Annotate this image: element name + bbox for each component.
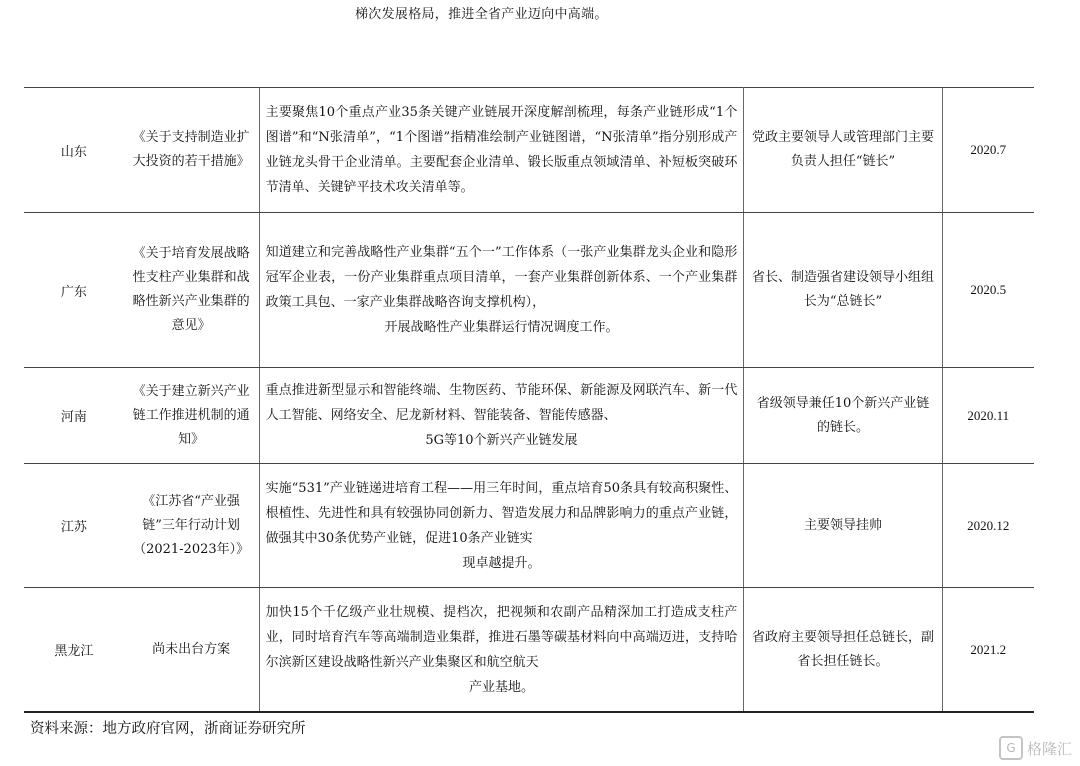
province-cell: 江苏: [24, 464, 124, 588]
date-cell: 2020.5: [942, 213, 1034, 368]
table-bottom-rule: [24, 711, 1034, 713]
mechanism-cell: 省级领导兼任10个新兴产业链的链长。: [744, 368, 942, 464]
policy-name-cell: 《关于支持制造业扩大投资的若干措施》: [124, 88, 259, 213]
policy-name-cell: 尚未出台方案: [124, 588, 259, 712]
content-cell: [259, 464, 744, 588]
content-last-line: 产业基地。: [468, 679, 534, 695]
watermark-logo-icon: G: [999, 736, 1023, 760]
content-text: 实施“531”产业链递进培育工程——用三年时间，重点培育50条具有较高积聚性、根植性、先进性和具有较强协同创新力、智造发展力和品牌影响力的重点产业链，做强其中30条优势产业链，促进10条产业链实: [265, 480, 738, 546]
mechanism-cell: 省长、制造强省建设领导小组组长为“总链长”: [744, 213, 942, 368]
table-row: [24, 88, 1034, 213]
date-cell: 2021.2: [942, 588, 1034, 712]
content-last-line: 5G等10个新兴产业链发展: [425, 433, 578, 448]
content-cell: [259, 588, 744, 712]
province-cell: 山东: [24, 88, 124, 213]
content-last-line: 开展战略性产业集群运行情况调度工作。: [384, 320, 619, 335]
province-policy-table: [24, 87, 1034, 712]
content-text: 重点推进新型显示和智能终端、生物医药、节能环保、新能源及网联汽车、新一代人工智能、网络安全、尼龙新材料、智能装备、智能传感器、: [265, 383, 738, 423]
source-note: 资料来源：地方政府官网，浙商证券研究所: [30, 721, 306, 737]
content-last-line: 现卓越提升。: [462, 555, 541, 571]
content-text: 知道建立和完善战略性产业集群“五个一”工作体系（一张产业集群龙头企业和隐形冠军企业表，一份产业集群重点项目清单，一套产业集群创新体系、一个产业集群政策工具包、一家产业集群战略咨询支撑机构），: [265, 245, 738, 310]
mechanism-cell: 省政府主要领导担任总链长，副省长担任链长。: [744, 588, 942, 712]
content-cell: [259, 213, 744, 368]
watermark-text: 格隆汇: [1026, 739, 1072, 758]
policy-name-cell: 《江苏省“产业强链”三年行动计划（2021-2023年）》: [124, 464, 259, 588]
date-cell: 2020.11: [942, 368, 1034, 464]
table-row: [24, 368, 1034, 464]
date-cell: 2020.7: [942, 88, 1034, 213]
mechanism-cell: 党政主要领导人或管理部门主要负责人担任“链长”: [744, 88, 942, 213]
top-text: 梯次发展格局，推进全省产业迈向中高端。: [355, 7, 608, 22]
province-cell: 黑龙江: [24, 588, 124, 712]
date-cell: 2020.12: [942, 464, 1034, 588]
table-row: [24, 464, 1034, 588]
watermark: [999, 736, 1072, 760]
table-row: [24, 213, 1034, 368]
province-cell: 广东: [24, 213, 124, 368]
policy-name-cell: 《关于培育发展战略性支柱产业集群和战略性新兴产业集群的意见》: [124, 213, 259, 368]
mechanism-cell: 主要领导挂帅: [744, 464, 942, 588]
content-text: 加快15个千亿级产业壮规模、提档次，把视频和农副产品精深加工打造成支柱产业，同时培育汽车等高端制造业集群，推进石墨等碳基材料向中高端迈进，支持哈尔滨新区建设战略性新兴产业集聚区和航空航天: [265, 604, 738, 670]
policy-name-cell: 《关于建立新兴产业链工作推进机制的通知》: [124, 368, 259, 464]
table-row: [24, 588, 1034, 712]
content-cell: [259, 368, 744, 464]
province-cell: 河南: [24, 368, 124, 464]
content-cell: 主要聚焦10个重点产业35条关键产业链展开深度解剖梳理，每条产业链形成“1个图谱”和“N张清单”，“1个图谱”指精准绘制产业链图谱，“N张清单”指分别形成产业链龙头骨干企业清单。主要配套企业清单、锻长版重点领域清单、补短板突破环节清单、关键铲平技术攻关清单等。: [259, 88, 744, 213]
